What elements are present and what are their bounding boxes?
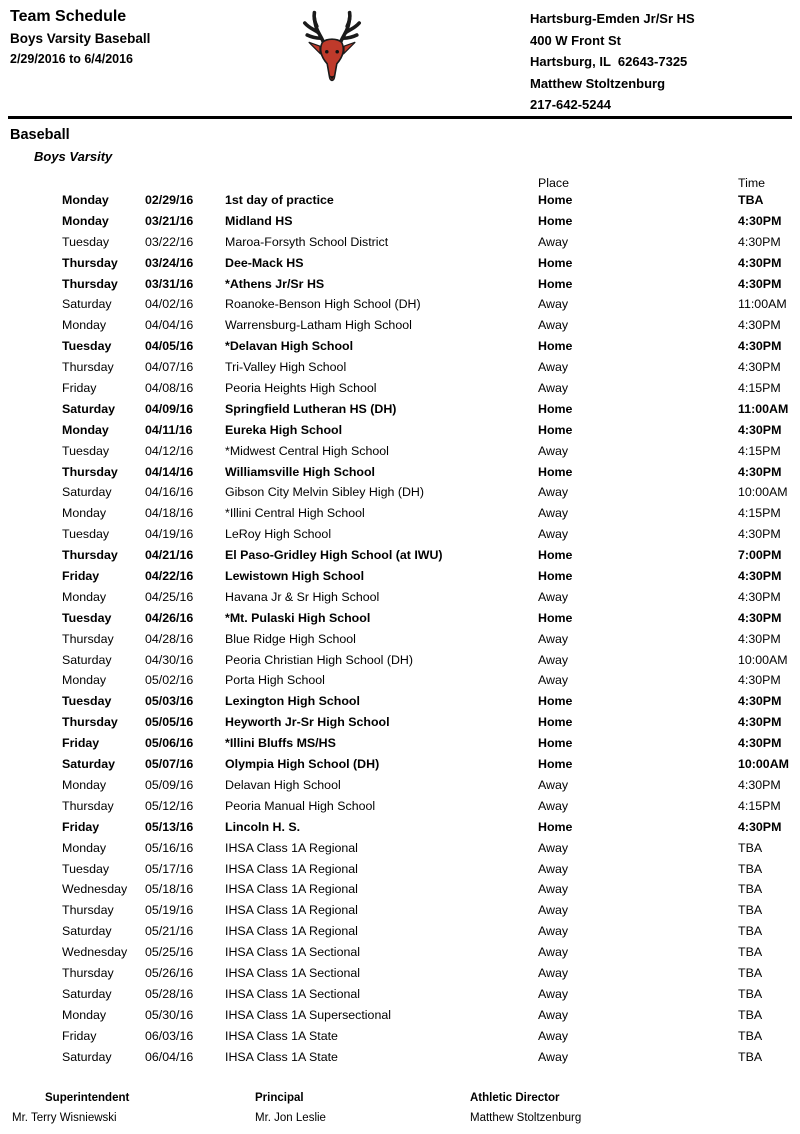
date-cell: 05/26/16 [145,965,194,980]
day-cell: Friday [62,569,100,584]
time-cell: 10:00AM [738,652,788,667]
time-cell: TBA [738,1028,763,1043]
date-cell: 04/12/16 [145,443,194,458]
schedule-row [0,963,800,984]
athletic-director-name: Matthew Stoltzenburg [470,1112,582,1124]
time-cell: 11:00AM [738,297,787,312]
place-cell: Away [538,652,569,667]
day-cell: Thursday [62,464,118,479]
place-cell: Home [538,255,573,270]
time-cell: 4:30PM [738,422,782,437]
event-cell: IHSA Class 1A Regional [225,882,358,897]
school-info [530,8,695,116]
schedule-row [0,462,800,483]
place-cell: Away [538,297,569,312]
place-cell: Away [538,965,569,980]
day-cell: Thursday [62,548,118,563]
date-cell: 05/09/16 [145,777,194,792]
date-cell: 04/28/16 [145,631,194,646]
place-cell: Away [538,1028,569,1043]
schedule-row [0,441,800,462]
day-cell: Monday [62,422,109,437]
date-column-spacer [145,176,225,190]
day-cell: Monday [62,506,107,521]
schedule-row [0,232,800,253]
day-cell: Friday [62,736,100,751]
event-cell: IHSA Class 1A Regional [225,903,358,918]
day-cell: Monday [62,589,107,604]
event-cell: Warrensburg-Latham High School [225,318,412,333]
schedule-row [0,1047,800,1068]
time-cell: TBA [738,986,763,1001]
schedule-row [0,482,800,503]
date-cell: 05/19/16 [145,903,194,918]
date-cell: 04/19/16 [145,527,194,542]
schedule-row [0,733,800,754]
event-cell: *Athens Jr/Sr HS [225,276,325,291]
day-cell: Tuesday [62,339,112,354]
school-address-street: 400 W Front St [530,32,622,48]
date-cell: 05/30/16 [145,1007,194,1022]
place-cell: Home [538,193,573,207]
date-cell: 04/25/16 [145,589,194,604]
event-cell: *Illini Bluffs MS/HS [225,736,336,751]
day-cell: Monday [62,673,107,688]
time-cell: 4:30PM [738,276,782,291]
place-cell: Away [538,381,569,396]
time-cell: 10:00AM [738,757,789,772]
date-cell: 02/29/16 [145,193,194,207]
place-cell: Away [538,589,569,604]
date-range: 2/29/2016 to 6/4/2016 [10,52,134,66]
schedule-row [0,650,800,671]
time-cell: 4:15PM [738,506,781,521]
date-cell: 06/03/16 [145,1028,194,1043]
event-cell: *Illini Central High School [225,506,365,521]
day-cell: Wednesday [62,882,128,897]
date-cell: 03/31/16 [145,276,194,291]
date-cell: 04/02/16 [145,297,194,312]
day-cell: Thursday [62,903,114,918]
date-cell: 03/21/16 [145,213,194,228]
date-cell: 04/11/16 [145,422,193,437]
superintendent-name: Mr. Terry Wisniewski [12,1112,117,1124]
date-cell: 05/06/16 [145,736,194,751]
day-cell: Monday [62,840,107,855]
day-cell: Tuesday [62,610,112,625]
event-cell: Lewistown High School [225,569,365,584]
schedule-row [0,211,800,232]
schedule-row [0,357,800,378]
event-cell: IHSA Class 1A Sectional [225,965,360,980]
place-cell: Away [538,1007,569,1022]
place-cell: Home [538,757,573,772]
time-cell: TBA [738,1049,763,1064]
school-address-city: Hartsburg, IL 62643-7325 [530,54,688,69]
time-cell: TBA [738,861,763,876]
time-cell: TBA [738,840,763,855]
schedule-row [0,420,800,441]
event-cell: IHSA Class 1A Regional [225,840,358,855]
time-cell: 4:30PM [738,527,781,542]
day-cell: Tuesday [62,527,110,542]
schedule-row [0,190,800,211]
event-cell: *Midwest Central High School [225,443,389,458]
event-cell: Blue Ridge High School [225,631,356,646]
schedule-row [0,879,800,900]
schedule-row [0,691,800,712]
place-cell: Away [538,903,569,918]
place-cell: Away [538,945,569,960]
time-column-header: Time [738,176,766,190]
schedule-rows [0,190,800,1067]
sport-heading: Baseball [10,127,70,143]
day-cell: Wednesday [62,945,128,960]
event-cell: IHSA Class 1A Supersectional [225,1007,391,1022]
day-cell: Thursday [62,360,114,375]
date-cell: 05/07/16 [145,757,194,772]
time-cell: TBA [738,193,764,207]
place-cell: Home [538,569,573,584]
place-cell: Away [538,673,569,688]
event-cell: Peoria Heights High School [225,381,377,396]
school-phone: 217-642-5244 [530,97,611,112]
day-cell: Saturday [62,924,112,939]
schedule-row [0,670,800,691]
day-cell: Saturday [62,652,112,667]
time-cell: 4:30PM [738,715,782,730]
time-cell: 4:30PM [738,213,782,228]
event-cell: Heyworth Jr-Sr High School [225,715,390,730]
time-cell: 4:30PM [738,777,781,792]
schedule-row [0,984,800,1005]
schedule-row [0,859,800,880]
school-contact-name: Matthew Stoltzenburg [530,75,666,91]
time-cell: 4:30PM [738,819,782,834]
schedule-table [0,176,800,1067]
date-cell: 04/07/16 [145,360,194,375]
place-cell: Away [538,861,569,876]
schedule-row [0,921,800,942]
place-cell: Home [538,276,573,291]
time-cell: 11:00AM [738,401,789,416]
day-cell: Tuesday [62,861,110,876]
event-cell: Springfield Lutheran HS (DH) [225,401,397,416]
event-cell: Delavan High School [225,777,341,792]
place-cell: Away [538,924,569,939]
event-cell: Eureka High School [225,422,343,437]
date-cell: 05/18/16 [145,882,194,897]
schedule-row [0,942,800,963]
schedule-row [0,608,800,629]
schedule-row [0,775,800,796]
place-cell: Home [538,715,573,730]
day-cell: Thursday [62,798,114,813]
time-cell: 4:30PM [738,589,781,604]
date-cell: 04/05/16 [145,339,194,354]
event-cell: Olympia High School (DH) [225,757,380,772]
date-cell: 05/21/16 [145,924,194,939]
day-cell: Tuesday [62,443,110,458]
place-cell: Away [538,527,569,542]
day-cell: Thursday [62,631,114,646]
header-divider [8,116,792,119]
place-cell: Away [538,443,569,458]
day-cell: Monday [62,213,109,228]
date-cell: 05/12/16 [145,798,194,813]
schedule-row [0,587,800,608]
schedule-row [0,378,800,399]
date-cell: 04/22/16 [145,569,194,584]
time-cell: 4:30PM [738,360,781,375]
day-cell: Saturday [62,757,116,772]
schedule-row [0,712,800,733]
time-cell: 4:30PM [738,610,782,625]
schedule-row [0,399,800,420]
day-cell: Friday [62,381,97,396]
event-cell: Gibson City Melvin Sibley High (DH) [225,485,424,500]
day-cell: Thursday [62,276,118,291]
place-cell: Home [538,422,573,437]
time-cell: 4:30PM [738,234,781,249]
time-cell: 4:30PM [738,464,782,479]
time-cell: TBA [738,965,763,980]
event-cell: IHSA Class 1A Sectional [225,945,360,960]
date-cell: 05/17/16 [145,861,194,876]
superintendent-title: Superintendent [45,1092,130,1104]
event-cell: Havana Jr & Sr High School [225,589,380,604]
event-cell: Tri-Valley High School [225,360,347,375]
schedule-row [0,838,800,859]
day-cell: Monday [62,318,107,333]
team-subtitle: Boys Varsity Baseball [10,31,151,46]
schedule-row [0,524,800,545]
day-cell: Friday [62,819,100,834]
event-cell: Lincoln H. S. [225,819,301,834]
schedule-row [0,545,800,566]
time-cell: 4:30PM [738,255,782,270]
date-cell: 05/13/16 [145,819,194,834]
day-cell: Saturday [62,401,116,416]
date-cell: 05/28/16 [145,986,194,1001]
date-cell: 05/25/16 [145,945,194,960]
time-cell: 4:30PM [738,736,782,751]
day-cell: Saturday [62,485,112,500]
date-cell: 05/02/16 [145,673,194,688]
date-cell: 03/24/16 [145,255,194,270]
day-cell: Saturday [62,297,112,312]
day-cell: Monday [62,777,107,792]
schedule-row [0,503,800,524]
place-cell: Home [538,548,573,563]
place-cell: Home [538,819,573,834]
event-cell: Peoria Christian High School (DH) [225,652,413,667]
place-cell: Away [538,882,569,897]
schedule-row [0,1005,800,1026]
stag-mascot-icon [292,2,372,92]
place-cell: Away [538,840,569,855]
day-cell: Saturday [62,986,112,1001]
schedule-row [0,796,800,817]
schedule-row [0,566,800,587]
day-cell: Tuesday [62,694,112,709]
date-cell: 04/16/16 [145,485,194,500]
date-cell: 05/03/16 [145,694,194,709]
event-cell: 1st day of practice [225,193,334,207]
place-column-header: Place [538,176,569,190]
time-cell: 4:15PM [738,443,781,458]
schedule-row [0,294,800,315]
date-cell: 04/30/16 [145,652,194,667]
place-cell: Away [538,798,569,813]
date-cell: 05/16/16 [145,840,194,855]
event-cell: *Delavan High School [225,339,354,354]
date-cell: 04/21/16 [145,548,194,563]
place-cell: Home [538,736,573,751]
place-cell: Home [538,610,573,625]
school-name: Hartsburg-Emden Jr/Sr HS [530,11,695,26]
event-cell: Porta High School [225,673,325,688]
event-cell: IHSA Class 1A State [225,1049,338,1064]
event-cell: Lexington High School [225,694,360,709]
event-cell: Williamsville High School [225,464,375,479]
place-cell: Away [538,986,569,1001]
time-cell: 4:30PM [738,318,781,333]
time-cell: 4:30PM [738,631,781,646]
time-cell: 4:15PM [738,381,781,396]
place-cell: Away [538,234,569,249]
place-cell: Away [538,318,569,333]
event-column-spacer [225,176,538,190]
date-cell: 04/18/16 [145,506,194,521]
day-cell: Thursday [62,965,114,980]
table-header-row [0,176,800,190]
event-cell: Dee-Mack HS [225,255,304,270]
place-cell: Away [538,506,569,521]
athletic-director-title: Athletic Director [470,1092,560,1104]
schedule-row [0,817,800,838]
date-cell: 04/09/16 [145,401,194,416]
schedule-row [0,336,800,357]
place-cell: Away [538,1049,569,1064]
place-cell: Home [538,339,573,354]
day-cell: Thursday [62,715,118,730]
event-cell: Roanoke-Benson High School (DH) [225,297,421,312]
day-cell: Thursday [62,255,118,270]
schedule-row [0,253,800,274]
principal-title: Principal [255,1092,304,1104]
event-cell: Peoria Manual High School [225,798,376,813]
team-heading: Boys Varsity [34,149,113,164]
day-column-spacer [62,176,145,190]
schedule-row [0,629,800,650]
day-cell: Monday [62,1007,107,1022]
event-cell: IHSA Class 1A Regional [225,924,358,939]
place-cell: Home [538,694,573,709]
principal-name: Mr. Jon Leslie [255,1112,326,1124]
place-cell: Away [538,360,569,375]
event-cell: LeRoy High School [225,527,332,542]
time-cell: 7:00PM [738,548,782,563]
date-cell: 04/26/16 [145,610,194,625]
event-cell: IHSA Class 1A Regional [225,861,358,876]
schedule-row [0,315,800,336]
day-cell: Monday [62,193,109,207]
event-cell: Maroa-Forsyth School District [225,234,389,249]
schedule-row [0,274,800,295]
time-cell: 4:30PM [738,569,782,584]
time-cell: TBA [738,882,763,897]
time-cell: TBA [738,924,763,939]
place-cell: Home [538,213,573,228]
schedule-row [0,900,800,921]
date-cell: 03/22/16 [145,234,194,249]
event-cell: *Mt. Pulaski High School [225,610,371,625]
time-cell: 4:30PM [738,339,782,354]
time-cell: TBA [738,945,763,960]
time-cell: 4:15PM [738,798,781,813]
place-cell: Away [538,777,569,792]
time-cell: 4:30PM [738,673,781,688]
event-cell: El Paso-Gridley High School (at IWU) [225,548,443,563]
place-cell: Home [538,401,573,416]
place-cell: Away [538,485,569,500]
header-left [10,8,150,66]
place-cell: Home [538,464,573,479]
page-title: Team Schedule [10,8,127,25]
date-cell: 04/14/16 [145,464,194,479]
time-cell: TBA [738,1007,763,1022]
time-cell: 4:30PM [738,694,782,709]
day-cell: Saturday [62,1049,112,1064]
day-cell: Friday [62,1028,97,1043]
date-cell: 04/08/16 [145,381,194,396]
date-cell: 06/04/16 [145,1049,194,1064]
time-cell: TBA [738,903,763,918]
event-cell: IHSA Class 1A State [225,1028,338,1043]
date-cell: 04/04/16 [145,318,194,333]
time-cell: 10:00AM [738,485,788,500]
day-cell: Tuesday [62,234,110,249]
event-cell: IHSA Class 1A Sectional [225,986,360,1001]
schedule-row [0,1026,800,1047]
schedule-row [0,754,800,775]
event-cell: Midland HS [225,213,293,228]
date-cell: 05/05/16 [145,715,194,730]
place-cell: Away [538,631,569,646]
